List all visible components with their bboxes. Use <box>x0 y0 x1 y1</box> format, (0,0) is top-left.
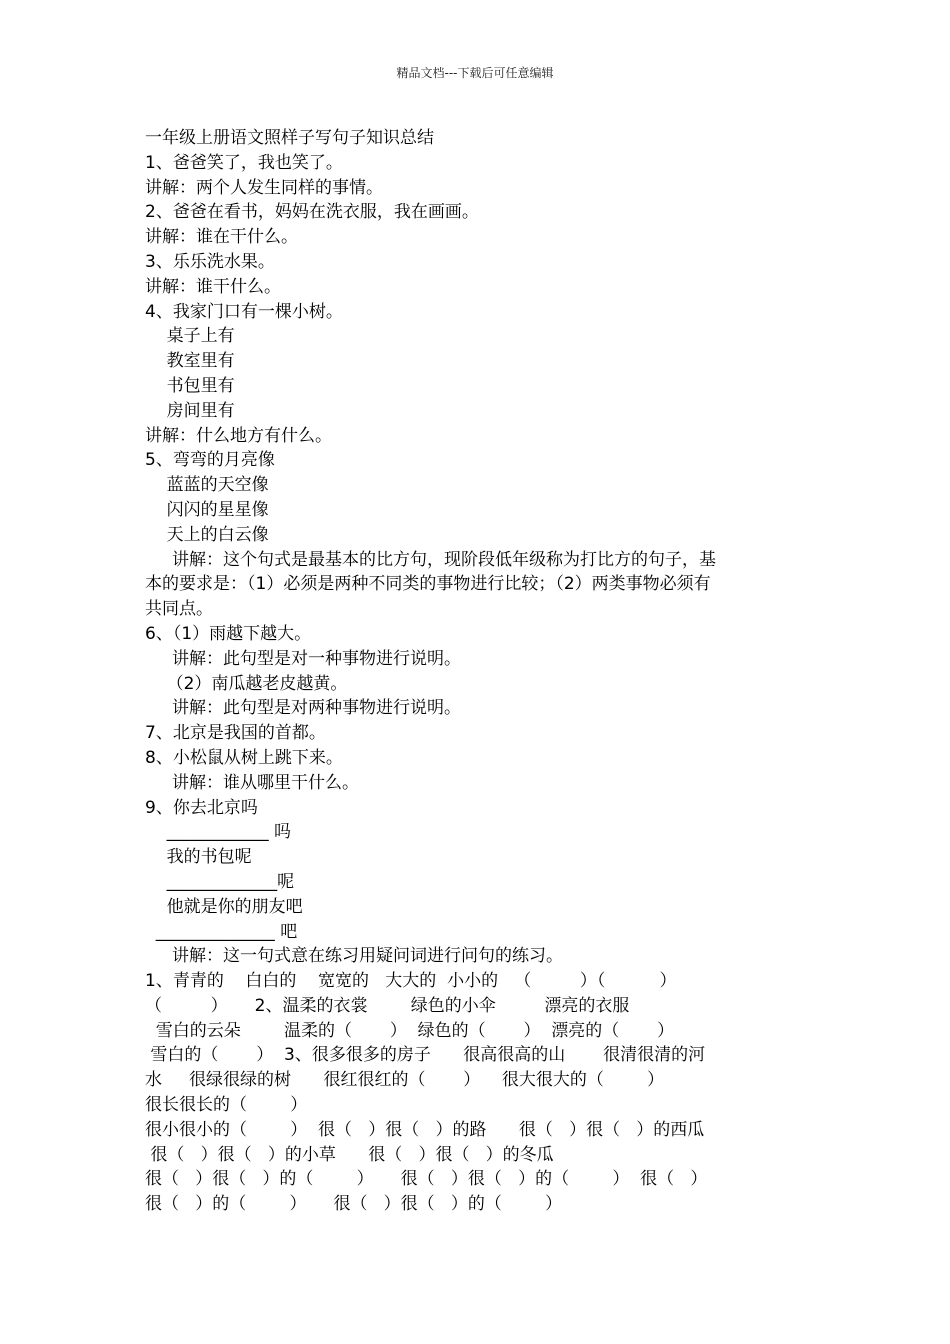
text-line: 共同点。 <box>145 599 213 620</box>
text-line: 很（ ）的（ ） 很（ ）很（ ）的（ ） <box>145 1194 563 1215</box>
text-line: 水 很绿很绿的树 很红很红的（ ） 很大很大的（ ） <box>145 1070 665 1091</box>
text-line: 讲解：谁干什么。 <box>145 276 281 297</box>
text-line: ____________ 吗 <box>145 822 292 843</box>
text-line: 1、爸爸笑了，我也笑了。 <box>145 152 343 173</box>
text-line: ______________ 吧 <box>145 921 298 942</box>
text-line: 讲解：此句型是对一种事物进行说明。 <box>145 648 462 669</box>
page-header: 精品文档---下载后可任意编辑 <box>396 66 554 80</box>
text-line: 很（ ）很（ ）的小草 很（ ）很（ ）的冬瓜 <box>145 1144 554 1165</box>
text-line: 讲解：两个人发生同样的事情。 <box>145 177 383 198</box>
text-line: 7、北京是我国的首都。 <box>145 723 326 744</box>
text-line: 1、青青的 白白的 宽宽的 大大的 小小的 （ ）（ ） <box>145 971 677 992</box>
text-line: 6、（1）雨越下越大。 <box>145 623 312 644</box>
text-line: 蓝蓝的天空像 <box>145 475 269 496</box>
text-line: 讲解：谁从哪里干什么。 <box>145 772 360 793</box>
text-line: 闪闪的星星像 <box>145 499 269 520</box>
text-line: 5、弯弯的月亮像 <box>145 450 275 471</box>
text-line: 讲解：谁在干什么。 <box>145 227 298 248</box>
text-line: 我的书包呢 <box>145 847 252 868</box>
text-line: 3、乐乐洗水果。 <box>145 251 275 272</box>
text-line: 8、小松鼠从树上跳下来。 <box>145 747 343 768</box>
text-line: 讲解：这一句式意在练习用疑问词进行问句的练习。 <box>145 946 564 967</box>
text-line: 桌子上有 <box>145 326 235 347</box>
text-line: 房间里有 <box>145 400 235 421</box>
document-body <box>145 126 815 1217</box>
text-line: 很长很长的（ ） <box>145 1095 308 1116</box>
text-line: 本的要求是：（1）必须是两种不同类的事物进行比较；（2）两类事物必须有 <box>145 574 711 595</box>
text-line: 2、爸爸在看书，妈妈在洗衣服，我在画画。 <box>145 202 479 223</box>
text-line: 9、你去北京吗 <box>145 797 258 818</box>
text-line: 很（ ）很（ ）的（ ） 很（ ）很（ ）的（ ） 很（ ） <box>145 1169 708 1190</box>
text-line: 很小很小的（ ） 很（ ）很（ ）的路 很（ ）很（ ）的西瓜 <box>145 1119 705 1140</box>
text-line: 雪白的（ ） 3、很多很多的房子 很高很高的山 很清很清的河 <box>145 1045 706 1066</box>
text-line: （ ） 2、温柔的衣裳 绿色的小伞 漂亮的衣服 <box>145 995 630 1016</box>
text-line: 雪白的云朵 温柔的（ ） 绿色的（ ） 漂亮的（ ） <box>145 1020 675 1041</box>
text-line: 他就是你的朋友吧 <box>145 896 303 917</box>
text-line: （2）南瓜越老皮越黄。 <box>145 673 348 694</box>
text-line: 讲解：这个句式是最基本的比方句，现阶段低年级称为打比方的句子，基 <box>145 549 717 570</box>
text-line: 书包里有 <box>145 375 235 396</box>
doc-title: 一年级上册语文照样子写句子知识总结 <box>145 128 434 148</box>
text-line: _____________呢 <box>145 871 295 892</box>
text-line: 讲解：此句型是对两种事物进行说明。 <box>145 698 462 719</box>
text-line: 讲解：什么地方有什么。 <box>145 425 332 446</box>
text-line: 教室里有 <box>145 351 235 372</box>
text-line: 4、我家门口有一棵小树。 <box>145 301 343 322</box>
text-line: 天上的白云像 <box>145 524 269 545</box>
